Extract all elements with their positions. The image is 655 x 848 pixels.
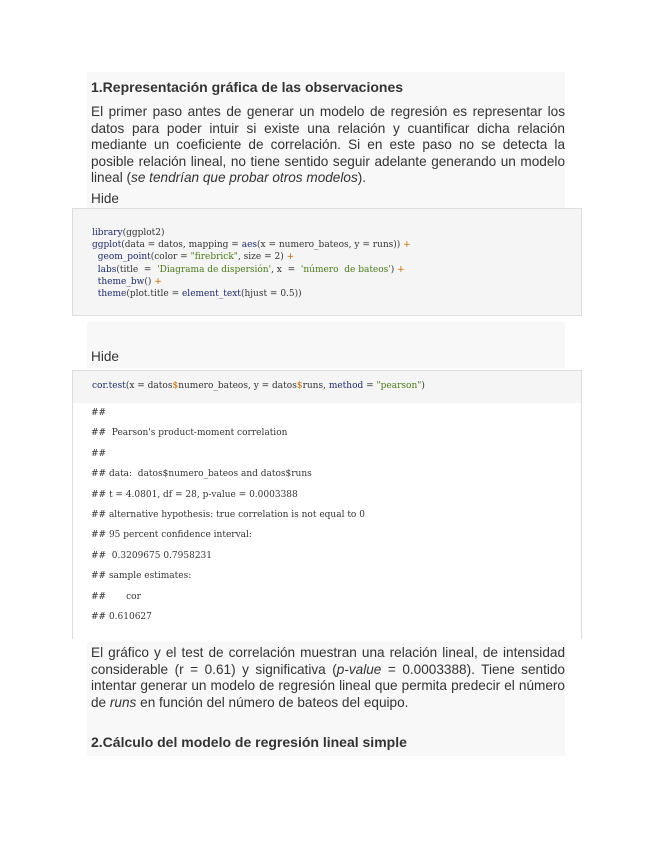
conclusion-block [87,642,565,756]
code-block-cor-test [72,370,582,639]
output-line: ## [91,448,107,459]
section-2-heading: 2.Cálculo del modelo de regresión lineal simple [91,734,407,750]
conclusion-paragraph: El gráfico y el test de correlación muestran una relación lineal, de intensidad considerable (r = 0.61) y significativa (p-value = 0.0003388). Tiene sentido intentar generar un modelo de regresión lineal que permita predecir el número de runs en función del número de bateos del equipo. [91,645,565,710]
output-line: ## data: datos$numero_bateos and datos$runs [91,469,312,480]
section-1-heading: 1.Representación gráfica de las observaciones [91,79,404,95]
code-source-cor-test-row [73,371,581,403]
hide-code-button-1[interactable]: Hide [91,190,119,206]
output-line: ## cor [91,591,141,602]
output-line: ## alternative hypothesis: true correlation is not equal to 0 [91,509,365,520]
code-source-ggplot: library(ggplot2) ggplot(data = datos, mapping = aes(x = numero_bateos, y = runs)) + geom_point(color = "firebrick", size = 2) + labs(title = 'Diagrama de dispersión', x = 'número de bateos') + theme_bw() + theme(plot.title = element_text(hjust = 0.5)) [92,228,411,300]
hide-code-button-2[interactable]: Hide [91,349,119,364]
output-line: ## Pearson's product-moment correlation [91,428,288,439]
code-source-cor-test: cor.test(x = datos$numero_bateos, y = datos$runs, method = "pearson") [92,381,425,391]
section-1-block [87,72,565,212]
output-line: ## [91,408,107,418]
output-line: ## 95 percent confidence interval: [91,530,252,541]
output-line: ## 0.610627 [91,611,152,622]
emphasis-text: runs [109,694,137,710]
output-line: ## t = 4.0801, df = 28, p-value = 0.0003388 [91,489,298,500]
code-output [73,403,581,639]
output-line: ## 0.3209675 0.7958231 [91,550,213,561]
section-1-paragraph: El primer paso antes de generar un modelo de regresión es representar los datos para poder intuir si existe una relación y cuantificar dicha relación mediante un coeficiente de correlación. Si en este paso no se detecta la posible relación lineal, no tiene sentido seguir adelante generando un modelo lineal (se tendrían que probar otros modelos). [91,104,565,185]
plot-placeholder-block [87,322,565,368]
code-block-ggplot [72,208,582,316]
emphasis-text: se tendrían que probar otros modelos [131,170,358,185]
output-line: ## sample estimates: [91,571,192,582]
emphasis-text: p-value [336,661,382,677]
